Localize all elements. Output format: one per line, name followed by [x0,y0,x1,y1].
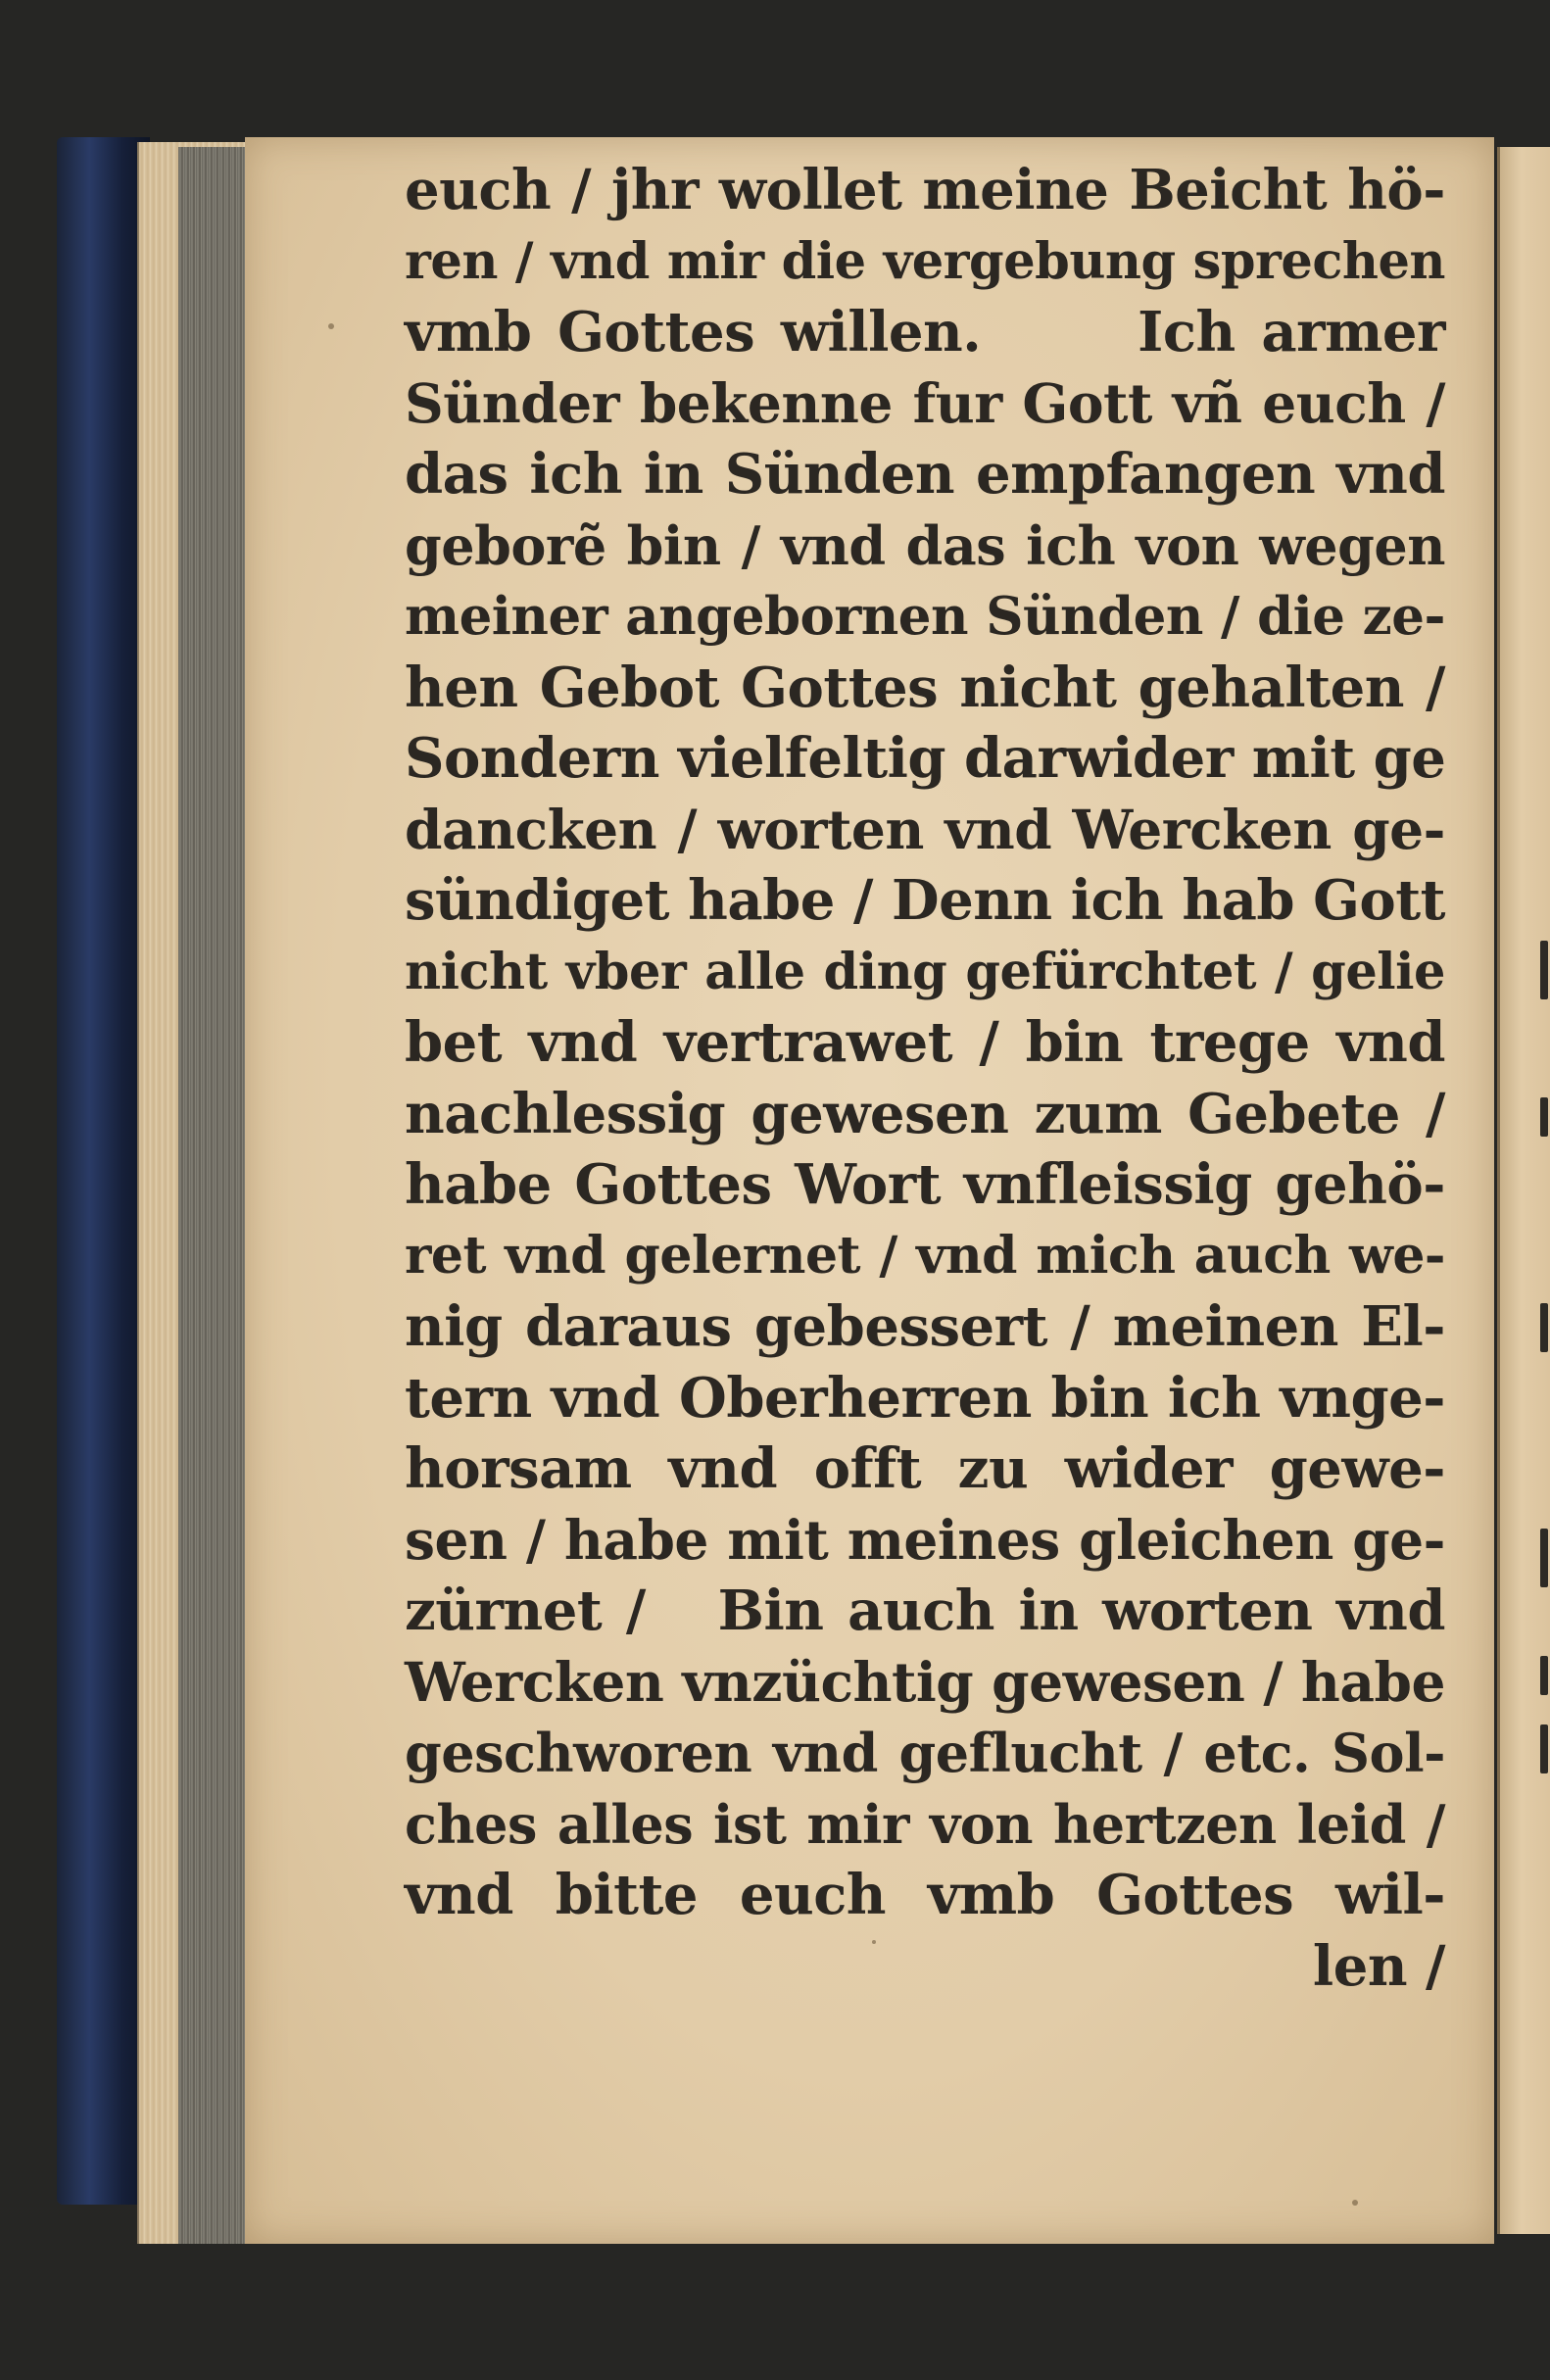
facing-page-ink-mark [1540,1529,1548,1587]
text-line: ches alles ist mir von hertzen leid / [405,1792,1445,1856]
text-line: nachlessig gewesen zum Gebete / [405,1081,1445,1146]
text-line: nicht vber alle ding gefürchtet / gelie [405,942,1445,1001]
paper-fleck [328,323,334,329]
text-line: horsam vnd offt zu wider gewe- [405,1436,1445,1501]
text-line: euch / jhr wollet meine Beicht hö- [405,158,1445,222]
text-line: sündiget habe / Denn ich hab Gott [405,868,1445,933]
text-line: vmb Gottes willen. Ich armer [405,300,1445,364]
page-text [405,155,1445,2002]
text-line: geschworen vnd geflucht / etc. Sol- [405,1722,1445,1784]
text-line: sen / habe mit meines gleichen ge- [405,1507,1445,1572]
text-line: das ich in Sünden empfangen vnd [405,442,1445,507]
facing-page-ink-mark [1540,1724,1548,1773]
facing-page-ink-mark [1540,1303,1548,1352]
text-line: nig daraus gebessert / meinen El- [405,1294,1445,1359]
text-line: hen Gebot Gottes nicht gehalten / [405,655,1445,720]
catchword-line: len / [1312,1933,1445,1999]
text-line: Wercken vnzüchtig gewesen / habe [405,1649,1445,1714]
text-line: meiner angebornen Sünden / die ze- [405,586,1445,647]
text-line: bet vnd vertrawet / bin trege vnd [405,1010,1445,1075]
book-spine [57,137,150,2205]
facing-page-ink-mark [1540,1656,1548,1695]
text-line: ret vnd gelernet / vnd mich auch we- [405,1225,1445,1286]
paper-fleck [1352,2200,1358,2206]
text-line: geborẽ bin / vnd das ich von wegen [405,513,1445,577]
facing-page-ink-mark [1540,941,1548,999]
text-line: zürnet / Bin auch in worten vnd [405,1579,1445,1643]
text-line: Sünder bekenne fur Gott vñ euch / [405,370,1445,435]
text-line: dancken / worten vnd Wercken ge- [405,797,1445,861]
facing-page-ink-mark [1540,1097,1548,1137]
facing-page-edge [1497,147,1550,2234]
text-line: habe Gottes Wort vnfleissig gehö- [405,1152,1445,1217]
page-edges [178,147,245,2244]
text-line: tern vnd Oberherren bin ich vnge- [405,1365,1445,1431]
text-line: Sondern vielfeltig darwider mit ge [405,726,1446,791]
text-line: vnd bitte euch vmb Gottes wil- [405,1863,1445,1927]
text-line: ren / vnd mir die vergebung sprechen [405,231,1445,291]
